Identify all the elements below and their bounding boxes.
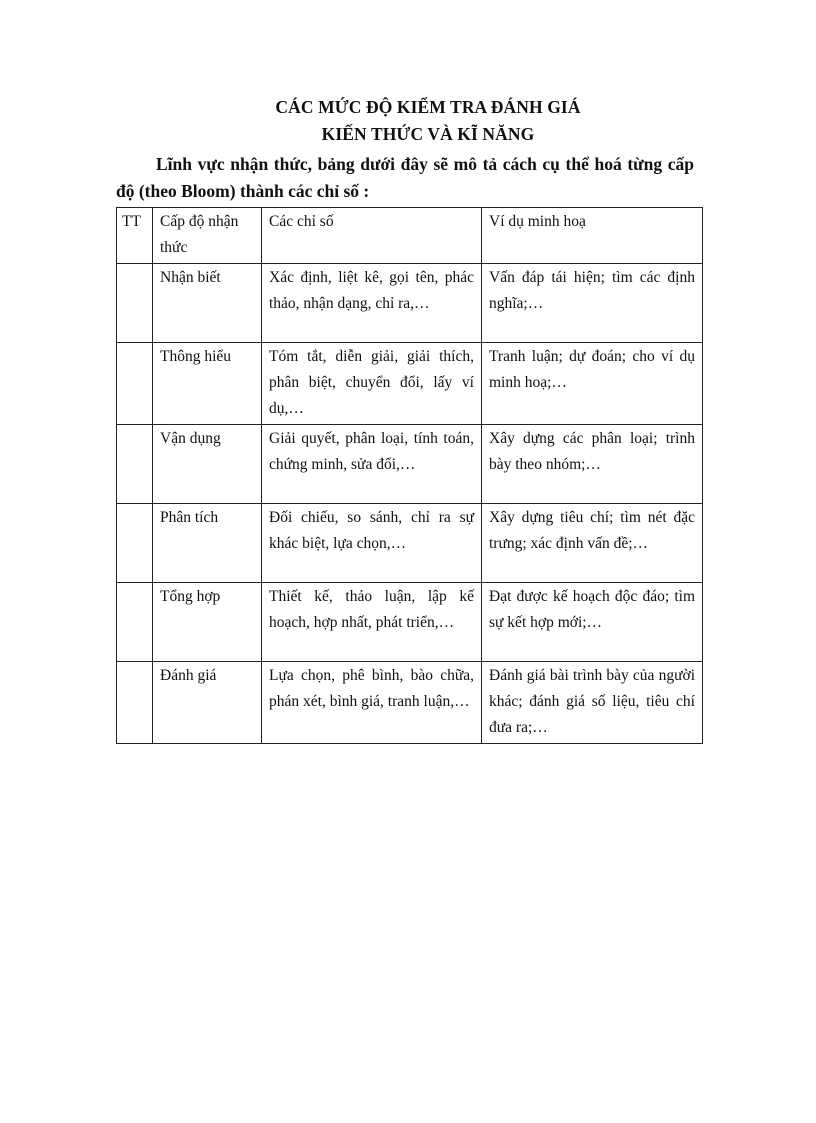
examples-cell: Vấn đáp tái hiện; tìm các định nghĩa;… (482, 264, 703, 343)
indicators-cell: Đối chiếu, so sánh, chỉ ra sự khác biệt, lựa chọn,… (262, 504, 482, 583)
examples-cell: Tranh luận; dự đoán; cho ví dụ minh hoạ;… (482, 343, 703, 425)
table-header-row (117, 208, 703, 264)
level-cell: Thông hiểu (153, 343, 262, 425)
level-cell: Vận dụng (153, 425, 262, 504)
table-row (117, 425, 703, 504)
tt-cell (117, 343, 153, 425)
examples-cell: Đánh giá bài trình bày của người khác; đánh giá số liệu, tiêu chí đưa ra;… (482, 662, 703, 744)
table-row (117, 662, 703, 744)
table-row (117, 343, 703, 425)
indicators-cell: Giải quyết, phân loại, tính toán, chứng minh, sửa đổi,… (262, 425, 482, 504)
examples-cell: Đạt được kế hoạch độc đáo; tìm sự kết hợp mới;… (482, 583, 703, 662)
header-cell-tt: TT (117, 208, 153, 264)
level-cell: Đánh giá (153, 662, 262, 744)
intro-paragraph: Lĩnh vực nhận thức, bảng dưới đây sẽ mô tả cách cụ thể hoá từng cấp độ (theo Bloom) thành các chỉ số : (116, 154, 694, 201)
tt-cell (117, 662, 153, 744)
examples-cell: Xây dựng tiêu chí; tìm nét đặc trưng; xác định vấn đề;… (482, 504, 703, 583)
document-title-line2: KIẾN THỨC VÀ KĨ NĂNG (321, 124, 535, 144)
indicators-cell: Lựa chọn, phê bình, bào chữa, phán xét, bình giá, tranh luận,… (262, 662, 482, 744)
tt-cell (117, 583, 153, 662)
header-cell-indicators: Các chỉ số (262, 208, 482, 264)
document-title-line1: CÁC MỨC ĐỘ KIỂM TRA ĐÁNH GIÁ (275, 97, 581, 117)
table-row (117, 504, 703, 583)
tt-cell (117, 504, 153, 583)
header-cell-examples: Ví dụ minh hoạ (482, 208, 703, 264)
tt-cell (117, 264, 153, 343)
indicators-cell: Tóm tắt, diễn giải, giải thích, phân biệt, chuyển đổi, lấy ví dụ,… (262, 343, 482, 425)
examples-cell: Xây dựng các phân loại; trình bày theo nhóm;… (482, 425, 703, 504)
table-row (117, 264, 703, 343)
bloom-levels-table (116, 207, 703, 744)
header-cell-level: Cấp độ nhận thức (153, 208, 262, 264)
level-cell: Phân tích (153, 504, 262, 583)
indicators-cell: Thiết kế, thảo luận, lập kế hoạch, hợp nhất, phát triển,… (262, 583, 482, 662)
level-cell: Tổng hợp (153, 583, 262, 662)
indicators-cell: Xác định, liệt kê, gọi tên, phác thảo, nhận dạng, chỉ ra,… (262, 264, 482, 343)
tt-cell (117, 425, 153, 504)
table-row (117, 583, 703, 662)
level-cell: Nhận biết (153, 264, 262, 343)
